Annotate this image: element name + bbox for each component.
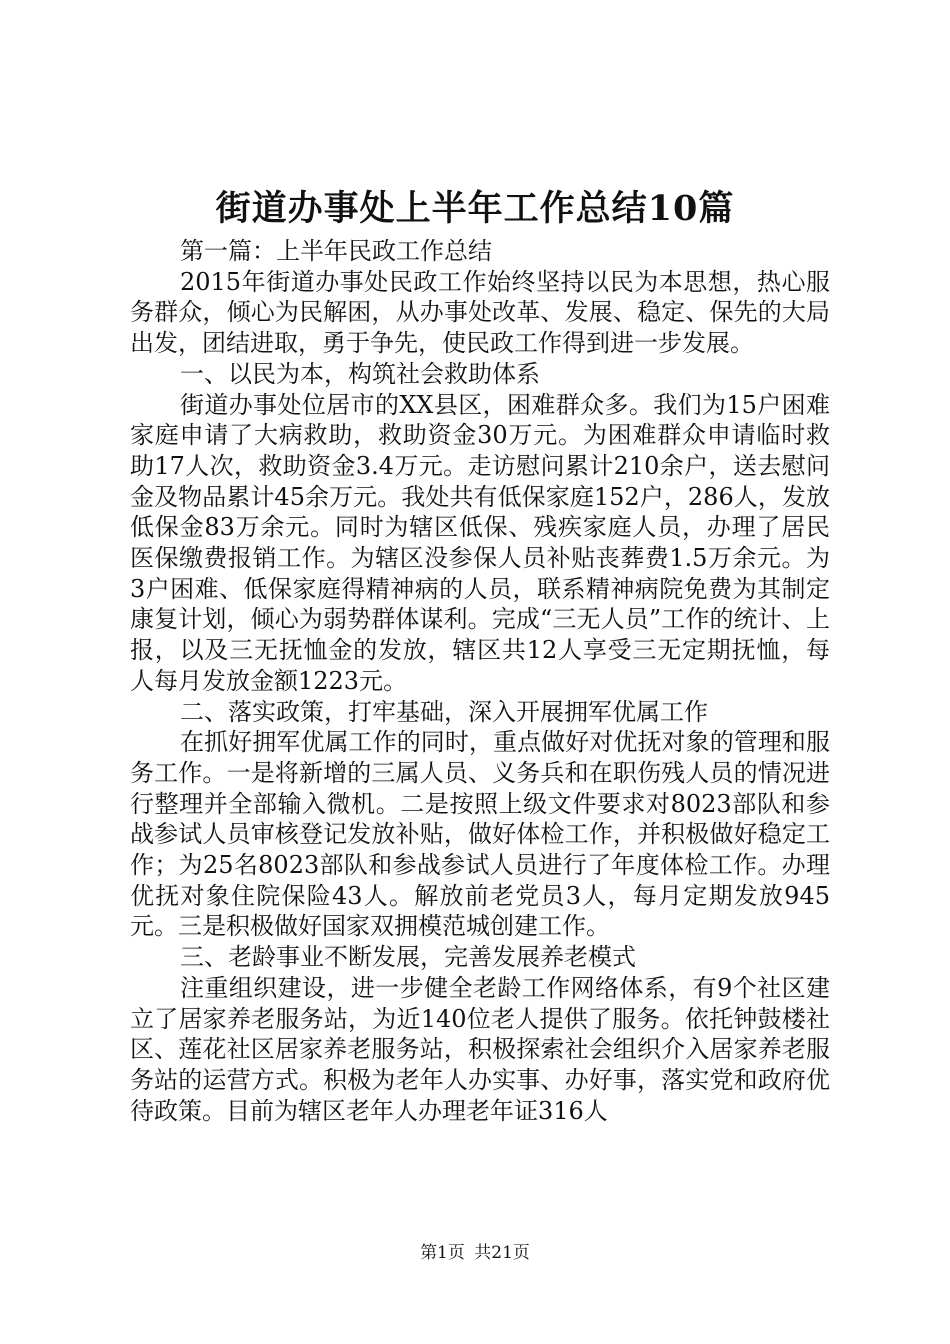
section-heading-part-one: 第一篇：上半年民政工作总结 (180, 237, 492, 265)
document-body (130, 236, 830, 1126)
page-total: 共21页 (474, 1243, 530, 1263)
elderly-care-paragraph: 注重组织建设，进一步健全老龄工作网络体系，有9个社区建立了居家养老服务站，为近140位老人提供了服务。依托钟鼓楼社区、莲花社区居家养老服务站，积极探索社会组织介入居家养老服务站的运营方式。积极为老年人办实事、办好事，落实党和政府优待政策。目前为辖区老年人办理老年证316人 (130, 973, 830, 1125)
military-support-paragraph: 在抓好拥军优属工作的同时，重点做好对优抚对象的管理和服务工作。一是将新增的三属人员、义务兵和在职伤残人员的情况进行整理并全部输入微机。二是按照上级文件要求对8023部队和参战参试人员审核登记发放补贴，做好体检工作，并积极做好稳定工作；为25名8023部队和参战参试人员进行了年度体检工作。办理优抚对象住院保险43人。解放前老党员3人，每月定期发放945元。三是积极做好国家双拥模范城创建工作。 (130, 728, 830, 941)
section-heading-military-support: 二、落实政策，打牢基础，深入开展拥军优属工作 (180, 697, 708, 726)
section-heading-elderly-care: 三、老龄事业不断发展，完善发展养老模式 (180, 943, 636, 972)
social-assistance-paragraph: 街道办事处位居市的XX县区，困难群众多。我们为15户困难家庭申请了大病救助，救助资金30万元。为困难群众申请临时救助17人次，救助资金3.4万元。走访慰问累计210余户，送去慰问金及物品累计45余万元。我处共有低保家庭152户，286人，发放低保金83万余元。同时为辖区低保、残疾家庭人员，办理了居民医保缴费报销工作。为辖区没参保人员补贴丧葬费1.5万余元。为3户困难、低保家庭得精神病的人员，联系精神病院免费为其制定康复计划，倾心为弱势群体谋利。完成“三无人员”工作的统计、上报，以及三无抚恤金的发放，辖区共12人享受三无定期抚恤，每人每月发放金额1223元。 (130, 390, 830, 695)
document-title: 街道办事处上半年工作总结10篇 (215, 188, 735, 229)
page-footer (0, 1242, 950, 1264)
intro-paragraph: 2015年街道办事处民政工作始终坚持以民为本思想，热心服务群众，倾心为民解困，从办事处改革、发展、稳定、保先的大局出发，团结进取，勇于争先，使民政工作得到进一步发展。 (130, 267, 830, 358)
page-number: 第1页 (420, 1243, 465, 1263)
section-heading-social-assistance: 一、以民为本，构筑社会救助体系 (180, 359, 540, 388)
